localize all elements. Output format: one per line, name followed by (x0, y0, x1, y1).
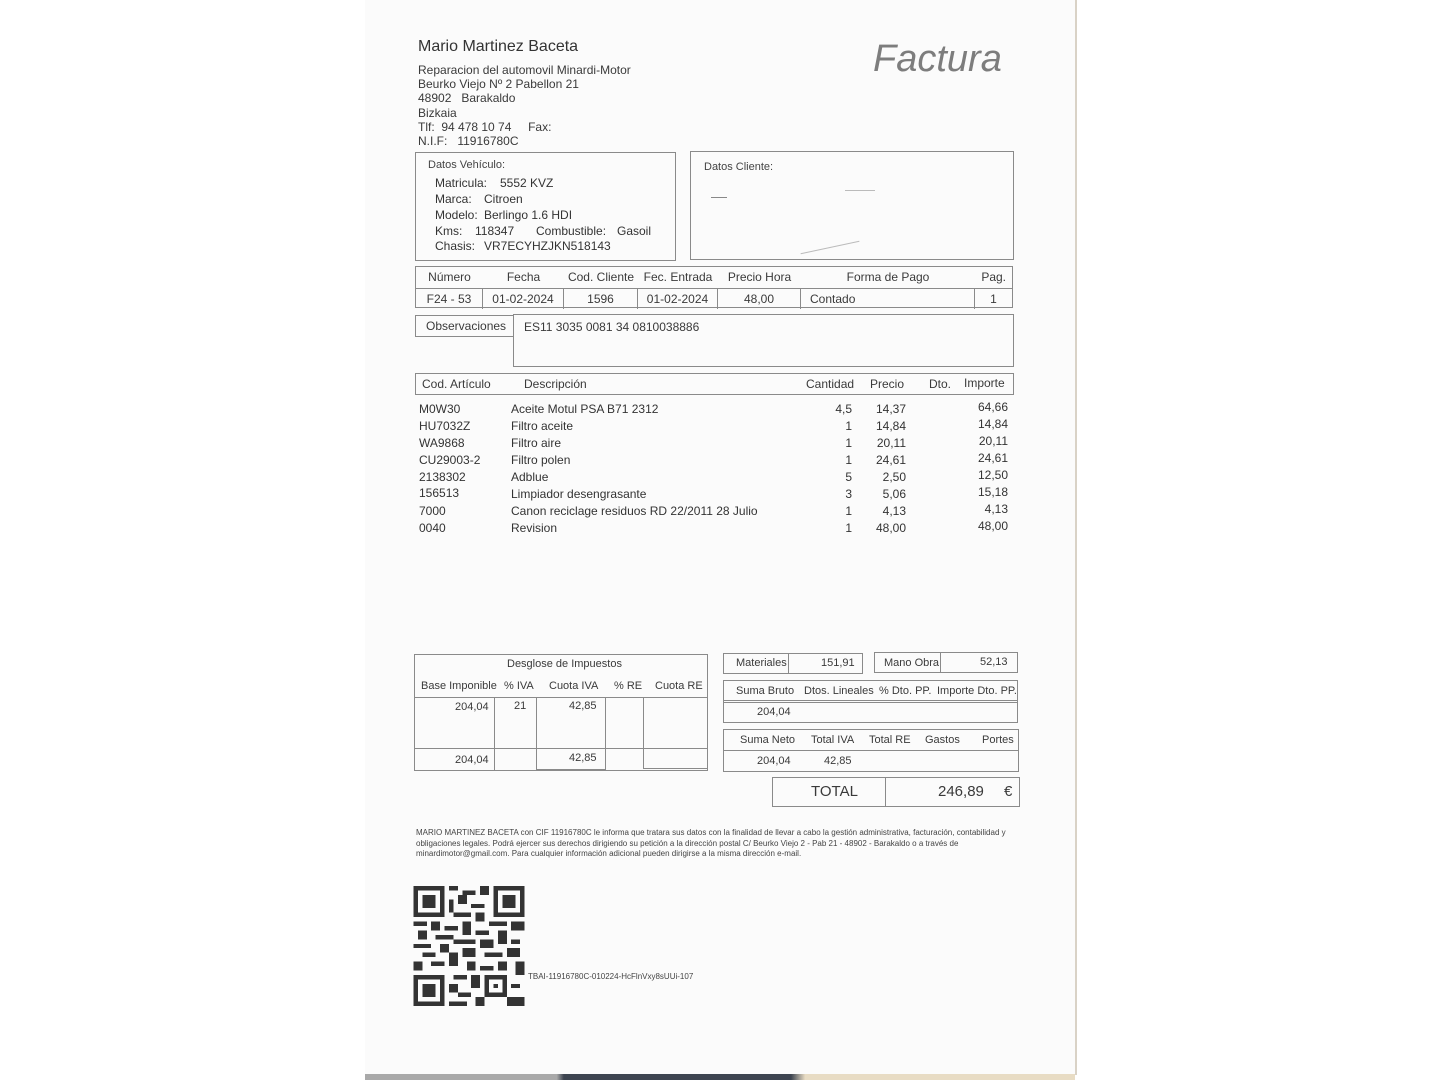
tax-col-divider (494, 697, 495, 771)
total-label: TOTAL (811, 783, 858, 800)
header-total-re: Total RE (869, 734, 911, 746)
item-price: 48,00 (875, 521, 906, 535)
tax-header-re-pct: % RE (614, 680, 643, 692)
header-cantidad: Cantidad (806, 377, 855, 391)
suma-bruto-divider (723, 700, 1018, 703)
invoice-date: 01-02-2024 (483, 289, 564, 309)
tax-header-cuota-iva: Cuota IVA (549, 680, 599, 692)
tax-header-base: Base Imponible (421, 680, 497, 692)
item-code: HU7032Z (419, 419, 471, 433)
item-amount: 20,11 (978, 434, 1008, 448)
vehicle-marca-label: Marca: (435, 192, 472, 206)
invoice-number: F24 - 53 (416, 289, 483, 309)
header-suma-neto: Suma Neto (740, 734, 796, 746)
item-price: 20,11 (876, 436, 906, 450)
total-iva-value: 42,85 (824, 755, 852, 767)
item-row (0, 436, 1440, 453)
item-description: Limpiador desengrasante (511, 487, 647, 501)
item-quantity: 3 (845, 487, 852, 501)
vehicle-matricula-label: Matricula: (435, 176, 488, 190)
vehicle-chasis-label: Chasis: (435, 239, 476, 253)
vehicle-marca: Citroen (484, 192, 523, 206)
materiales-label: Materiales (736, 657, 787, 669)
vehicle-modelo: Berlingo 1.6 HDI (484, 208, 573, 222)
item-amount: 15,18 (977, 485, 1008, 499)
item-quantity: 1 (845, 436, 852, 450)
item-quantity: 4,5 (835, 402, 852, 416)
item-row (0, 419, 1440, 436)
currency-symbol: € (1004, 783, 1013, 800)
item-row (0, 470, 1440, 487)
item-quantity: 1 (845, 521, 852, 535)
client-section-title: Datos Cliente: (704, 161, 774, 173)
item-code: 156513 (419, 486, 460, 500)
vehicle-modelo-label: Modelo: (435, 208, 478, 222)
issuer-address: Beurko Viejo Nº 2 Pabellon 21 (418, 77, 579, 92)
item-amount: 12,50 (977, 468, 1008, 482)
header-importe: Importe (964, 376, 1005, 390)
header-forma-pago: Forma de Pago (846, 270, 930, 284)
item-code: WA9868 (419, 436, 465, 450)
vehicle-matricula: 5552 KVZ (500, 176, 554, 190)
item-price: 4,13 (882, 504, 906, 518)
mano-obra-value: 52,13 (980, 656, 1008, 668)
tbai-code: TBAI-11916780C-010224-HcFlnVxy8sUUi-107 (528, 972, 694, 981)
header-fecha: Fecha (506, 270, 541, 284)
mano-obra-label: Mano Obra (884, 657, 940, 669)
item-code: 7000 (419, 504, 446, 518)
vehicle-chasis: VR7ECYHZJKN518143 (484, 239, 611, 253)
header-cod-articulo: Cod. Artículo (422, 377, 491, 391)
item-description: Filtro aceite (511, 419, 574, 433)
redacted-mark (711, 197, 727, 198)
item-amount: 14,84 (977, 417, 1008, 431)
tax-cuota-re-col (643, 697, 708, 769)
header-importe-dto-pp: Importe Dto. PP. (937, 685, 1017, 697)
header-precio-hora: Precio Hora (727, 270, 792, 284)
header-portes: Portes (982, 734, 1014, 746)
legal-notice: MARIO MARTINEZ BACETA con CIF 11916780C le informa que tratara sus datos con la finalidad de llevar a cabo la gestión administrativa, facturación, contabilidad y obligaciones legales. Podrá ejercer sus derechos dirigiendo su petición a la dirección postal C/ Beurko Viejo 2 - Pab 21 - 48902 - Barakaldo o a través de minardimotor@gmail.com. Para cualquier información adicional pueden dirigirse a la misma dirección e-mail. (416, 828, 1006, 858)
materiales-divider (788, 653, 789, 674)
item-row (0, 504, 1440, 521)
item-description: Adblue (511, 470, 549, 484)
suma-neto-divider (723, 750, 1019, 751)
items-header-box (415, 373, 1014, 395)
item-amount: 48,00 (977, 519, 1008, 533)
item-description: Aceite Motul PSA B71 2312 (511, 402, 659, 416)
item-price: 24,61 (875, 453, 906, 467)
document-title: Factura (873, 38, 1002, 80)
item-price: 5,06 (882, 487, 906, 501)
issuer-nif: N.I.F: 11916780C (418, 134, 519, 149)
item-row (0, 487, 1440, 504)
item-quantity: 1 (845, 419, 852, 433)
invoice-info-header (416, 267, 1012, 287)
vehicle-kms-label: Kms: (435, 224, 463, 238)
materiales-value: 151,91 (821, 657, 855, 669)
issuer-province: Bizkaia (418, 105, 457, 120)
client-code: 1596 (564, 289, 638, 309)
tax-header-cuota-re: Cuota RE (655, 680, 703, 692)
item-price: 14,84 (875, 419, 906, 433)
item-amount: 64,66 (977, 400, 1008, 414)
header-pag: Pag. (981, 270, 1006, 284)
issuer-postal-city: 48902 Barakaldo (418, 91, 516, 106)
item-row (0, 521, 1440, 538)
header-cod-cliente: Cod. Cliente (567, 270, 635, 284)
header-suma-bruto: Suma Bruto (736, 685, 795, 697)
tax-header-iva-pct: % IVA (504, 680, 534, 692)
vehicle-combustible-label: Combustible: (536, 224, 607, 238)
item-amount: 4,13 (984, 502, 1008, 516)
item-code: 0040 (419, 521, 446, 535)
item-description: Filtro aire (511, 436, 562, 450)
suma-neto-value: 204,04 (757, 755, 791, 767)
mano-obra-divider (940, 652, 941, 673)
invoice-info-values (416, 288, 1012, 309)
item-code: CU29003-2 (419, 453, 481, 467)
scan-bottom-edge (365, 1074, 1075, 1080)
redacted-mark (845, 190, 875, 191)
tax-cuota-iva: 42,85 (569, 700, 597, 712)
item-quantity: 1 (845, 504, 852, 518)
tax-total-base: 204,04 (455, 754, 489, 766)
vehicle-section-title: Datos Vehículo: (428, 159, 506, 171)
vehicle-combustible: Gasoil (617, 224, 652, 238)
header-dto-pp: % Dto. PP. (879, 685, 932, 697)
tax-total-cuota-iva: 42,85 (569, 752, 597, 764)
payment-method: Contado (801, 289, 975, 309)
issuer-business: Reparacion del automovil Minardi-Motor (418, 63, 631, 77)
hour-price: 48,00 (718, 289, 801, 309)
header-fec-entrada: Fec. Entrada (643, 270, 713, 284)
item-row (0, 402, 1440, 419)
header-total-iva: Total IVA (811, 734, 855, 746)
invoice-info-table (415, 266, 1013, 308)
entry-date: 01-02-2024 (638, 289, 718, 309)
issuer-details (418, 63, 631, 148)
observations-label: Observaciones (426, 319, 507, 333)
qr-code-icon (413, 886, 525, 1006)
issuer-name: Mario Martinez Baceta (418, 38, 579, 55)
item-price: 14,37 (875, 402, 906, 416)
item-amount: 24,61 (977, 451, 1008, 465)
header-precio: Precio (870, 377, 905, 391)
header-dtos-lineales: Dtos. Lineales (804, 685, 874, 697)
observations-text: ES11 3035 0081 34 0810038886 (524, 320, 700, 334)
item-quantity: 5 (845, 470, 852, 484)
header-gastos: Gastos (925, 734, 960, 746)
tax-iva-pct: 21 (514, 700, 527, 712)
header-dto: Dto. (929, 377, 952, 391)
suma-bruto-value: 204,04 (757, 706, 791, 718)
item-code: M0W30 (419, 402, 461, 416)
page-number: 1 (990, 292, 997, 306)
total-value: 246,89 (938, 783, 984, 800)
item-description: Revision (511, 521, 558, 535)
tax-base: 204,04 (455, 701, 489, 713)
item-row (0, 453, 1440, 470)
vehicle-kms: 118347 (475, 224, 515, 238)
header-numero: Número (428, 270, 471, 284)
item-description: Filtro polen (511, 453, 571, 467)
issuer-phone: Tlf: 94 478 10 74 Fax: (418, 119, 552, 134)
item-code: 2138302 (419, 470, 466, 484)
tax-title: Desglose de Impuestos (507, 658, 622, 670)
item-price: 2,50 (882, 470, 906, 484)
item-description: Canon reciclage residuos RD 22/2011 28 Julio (511, 504, 758, 518)
header-descripcion: Descripción (524, 377, 587, 391)
total-divider (885, 777, 886, 807)
item-quantity: 1 (845, 453, 852, 467)
